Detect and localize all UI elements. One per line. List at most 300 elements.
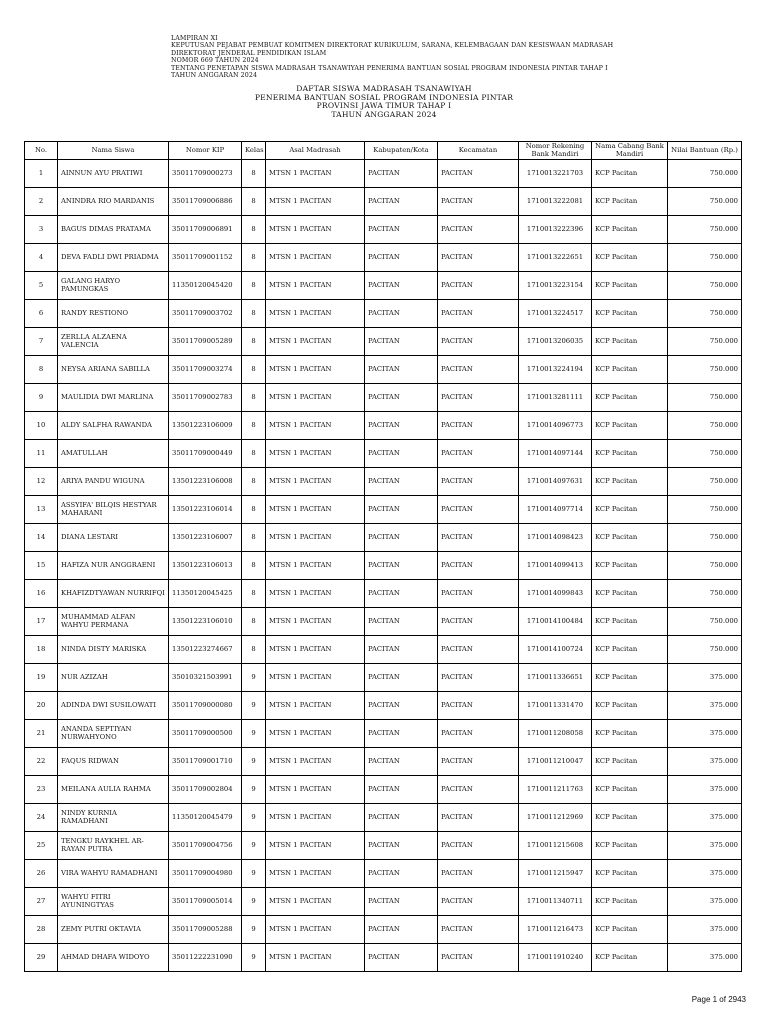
table-row — [25, 496, 742, 524]
header-line: LAMPIRAN XI — [171, 35, 218, 42]
column-header: Nama Cabang Bank Mandiri — [592, 142, 668, 160]
cell-district: PACITAN — [438, 244, 519, 272]
cell-regency: PACITAN — [365, 412, 438, 440]
cell-district: PACITAN — [438, 412, 519, 440]
cell-account-number: 1710013222081 — [519, 188, 592, 216]
cell-class: 9 — [242, 664, 266, 692]
cell-madrasah: MTSN 1 PACITAN — [266, 692, 365, 720]
cell-row-number: 15 — [25, 552, 58, 580]
cell-bank-branch: KCP Pacitan — [592, 888, 668, 916]
cell-kip-number: 13501223274667 — [169, 636, 242, 664]
cell-row-number: 24 — [25, 804, 58, 832]
cell-class: 9 — [242, 916, 266, 944]
cell-bank-branch: KCP Pacitan — [592, 916, 668, 944]
cell-regency: PACITAN — [365, 188, 438, 216]
cell-row-number: 25 — [25, 832, 58, 860]
cell-class: 9 — [242, 944, 266, 972]
cell-bank-branch: KCP Pacitan — [592, 412, 668, 440]
cell-row-number: 23 — [25, 776, 58, 804]
cell-class: 9 — [242, 860, 266, 888]
cell-account-number: 1710014099413 — [519, 552, 592, 580]
cell-aid-amount: 750.000 — [668, 328, 742, 356]
cell-kip-number: 35011709005289 — [169, 328, 242, 356]
cell-regency: PACITAN — [365, 216, 438, 244]
cell-bank-branch: KCP Pacitan — [592, 832, 668, 860]
table-row — [25, 804, 742, 832]
cell-aid-amount: 750.000 — [668, 188, 742, 216]
cell-class: 9 — [242, 692, 266, 720]
cell-regency: PACITAN — [365, 328, 438, 356]
document-header — [171, 35, 613, 79]
cell-kip-number: 35011709003274 — [169, 356, 242, 384]
cell-student-name: ZERLLA ALZAENA VALENCIA — [58, 328, 169, 356]
cell-aid-amount: 750.000 — [668, 244, 742, 272]
cell-class: 8 — [242, 244, 266, 272]
cell-madrasah: MTSN 1 PACITAN — [266, 720, 365, 748]
cell-student-name: ASSYIFA' BILQIS HESTYAR MAHARANI — [58, 496, 169, 524]
cell-account-number: 1710014096773 — [519, 412, 592, 440]
cell-row-number: 1 — [25, 160, 58, 188]
cell-aid-amount: 750.000 — [668, 412, 742, 440]
cell-kip-number: 11350120045425 — [169, 580, 242, 608]
cell-account-number: 1710014097144 — [519, 440, 592, 468]
cell-district: PACITAN — [438, 692, 519, 720]
cell-aid-amount: 375.000 — [668, 888, 742, 916]
cell-class: 9 — [242, 776, 266, 804]
cell-district: PACITAN — [438, 944, 519, 972]
cell-account-number: 1710014097631 — [519, 468, 592, 496]
cell-kip-number: 35011709005288 — [169, 916, 242, 944]
table-row — [25, 832, 742, 860]
cell-regency: PACITAN — [365, 300, 438, 328]
cell-row-number: 26 — [25, 860, 58, 888]
cell-regency: PACITAN — [365, 692, 438, 720]
cell-madrasah: MTSN 1 PACITAN — [266, 860, 365, 888]
cell-madrasah: MTSN 1 PACITAN — [266, 356, 365, 384]
cell-account-number: 1710014097714 — [519, 496, 592, 524]
cell-district: PACITAN — [438, 748, 519, 776]
cell-student-name: ANANDA SEPTIYAN NURWAHYONO — [58, 720, 169, 748]
cell-madrasah: MTSN 1 PACITAN — [266, 944, 365, 972]
cell-aid-amount: 375.000 — [668, 692, 742, 720]
cell-kip-number: 35011709006886 — [169, 188, 242, 216]
cell-kip-number: 35011709000500 — [169, 720, 242, 748]
cell-bank-branch: KCP Pacitan — [592, 328, 668, 356]
cell-aid-amount: 375.000 — [668, 804, 742, 832]
cell-bank-branch: KCP Pacitan — [592, 608, 668, 636]
cell-account-number: 1710011340711 — [519, 888, 592, 916]
cell-district: PACITAN — [438, 720, 519, 748]
cell-class: 8 — [242, 636, 266, 664]
cell-row-number: 8 — [25, 356, 58, 384]
cell-madrasah: MTSN 1 PACITAN — [266, 748, 365, 776]
cell-aid-amount: 750.000 — [668, 524, 742, 552]
cell-bank-branch: KCP Pacitan — [592, 748, 668, 776]
cell-student-name: ADINDA DWI SUSILOWATI — [58, 692, 169, 720]
column-header: Asal Madrasah — [266, 142, 365, 160]
cell-account-number: 1710013224517 — [519, 300, 592, 328]
cell-kip-number: 35010321503991 — [169, 664, 242, 692]
cell-regency: PACITAN — [365, 608, 438, 636]
cell-kip-number: 13501223106009 — [169, 412, 242, 440]
cell-student-name: AHMAD DHAFA WIDOYO — [58, 944, 169, 972]
table-row — [25, 160, 742, 188]
cell-kip-number: 13501223106008 — [169, 468, 242, 496]
cell-row-number: 9 — [25, 384, 58, 412]
cell-student-name: VIRA WAHYU RAMADHANI — [58, 860, 169, 888]
cell-class: 8 — [242, 272, 266, 300]
cell-class: 8 — [242, 468, 266, 496]
cell-regency: PACITAN — [365, 384, 438, 412]
cell-account-number: 1710011336651 — [519, 664, 592, 692]
cell-bank-branch: KCP Pacitan — [592, 580, 668, 608]
table-row — [25, 636, 742, 664]
cell-regency: PACITAN — [365, 244, 438, 272]
cell-bank-branch: KCP Pacitan — [592, 272, 668, 300]
cell-row-number: 18 — [25, 636, 58, 664]
table-row — [25, 384, 742, 412]
cell-student-name: GALANG HARYO PAMUNGKAS — [58, 272, 169, 300]
cell-madrasah: MTSN 1 PACITAN — [266, 580, 365, 608]
cell-regency: PACITAN — [365, 776, 438, 804]
cell-madrasah: MTSN 1 PACITAN — [266, 440, 365, 468]
cell-account-number: 1710011212969 — [519, 804, 592, 832]
cell-class: 9 — [242, 832, 266, 860]
cell-kip-number: 13501223106007 — [169, 524, 242, 552]
cell-madrasah: MTSN 1 PACITAN — [266, 776, 365, 804]
cell-student-name: TENGKU RAYKHEL AR-RAYAN PUTRA — [58, 832, 169, 860]
table-row — [25, 468, 742, 496]
cell-student-name: ARIYA PANDU WIGUNA — [58, 468, 169, 496]
cell-madrasah: MTSN 1 PACITAN — [266, 244, 365, 272]
cell-aid-amount: 750.000 — [668, 580, 742, 608]
table-row — [25, 552, 742, 580]
cell-bank-branch: KCP Pacitan — [592, 440, 668, 468]
cell-row-number: 11 — [25, 440, 58, 468]
cell-row-number: 10 — [25, 412, 58, 440]
cell-madrasah: MTSN 1 PACITAN — [266, 664, 365, 692]
cell-kip-number: 35011709004980 — [169, 860, 242, 888]
cell-bank-branch: KCP Pacitan — [592, 804, 668, 832]
table-row — [25, 944, 742, 972]
cell-student-name: MAULIDIA DWI MARLINA — [58, 384, 169, 412]
cell-student-name: BAGUS DIMAS PRATAMA — [58, 216, 169, 244]
cell-district: PACITAN — [438, 776, 519, 804]
cell-class: 8 — [242, 552, 266, 580]
column-header: Nomor KIP — [169, 142, 242, 160]
cell-row-number: 7 — [25, 328, 58, 356]
cell-aid-amount: 750.000 — [668, 356, 742, 384]
cell-row-number: 17 — [25, 608, 58, 636]
cell-aid-amount: 375.000 — [668, 916, 742, 944]
cell-account-number: 1710013222396 — [519, 216, 592, 244]
cell-account-number: 1710014100724 — [519, 636, 592, 664]
cell-madrasah: MTSN 1 PACITAN — [266, 832, 365, 860]
cell-regency: PACITAN — [365, 664, 438, 692]
cell-class: 8 — [242, 524, 266, 552]
cell-bank-branch: KCP Pacitan — [592, 216, 668, 244]
cell-district: PACITAN — [438, 188, 519, 216]
cell-madrasah: MTSN 1 PACITAN — [266, 608, 365, 636]
cell-regency: PACITAN — [365, 468, 438, 496]
cell-row-number: 16 — [25, 580, 58, 608]
cell-madrasah: MTSN 1 PACITAN — [266, 216, 365, 244]
cell-account-number: 1710014100484 — [519, 608, 592, 636]
cell-district: PACITAN — [438, 832, 519, 860]
cell-regency: PACITAN — [365, 944, 438, 972]
cell-class: 8 — [242, 496, 266, 524]
table-row — [25, 608, 742, 636]
cell-aid-amount: 750.000 — [668, 468, 742, 496]
cell-district: PACITAN — [438, 160, 519, 188]
cell-district: PACITAN — [438, 356, 519, 384]
cell-kip-number: 11350120045479 — [169, 804, 242, 832]
table-header-row — [25, 142, 742, 160]
cell-regency: PACITAN — [365, 860, 438, 888]
cell-district: PACITAN — [438, 300, 519, 328]
cell-madrasah: MTSN 1 PACITAN — [266, 272, 365, 300]
cell-bank-branch: KCP Pacitan — [592, 524, 668, 552]
cell-kip-number: 35011222231090 — [169, 944, 242, 972]
cell-account-number: 1710013222651 — [519, 244, 592, 272]
cell-class: 8 — [242, 216, 266, 244]
cell-aid-amount: 750.000 — [668, 552, 742, 580]
column-header: No. — [25, 142, 58, 160]
cell-district: PACITAN — [438, 916, 519, 944]
cell-class: 9 — [242, 748, 266, 776]
cell-class: 9 — [242, 888, 266, 916]
cell-account-number: 1710011215947 — [519, 860, 592, 888]
column-header: Kelas — [242, 142, 266, 160]
cell-row-number: 6 — [25, 300, 58, 328]
cell-account-number: 1710013281111 — [519, 384, 592, 412]
cell-student-name: ANINDRA RIO MARDANIS — [58, 188, 169, 216]
table-body — [25, 160, 742, 972]
cell-student-name: NUR AZIZAH — [58, 664, 169, 692]
cell-kip-number: 35011709005014 — [169, 888, 242, 916]
cell-class: 8 — [242, 580, 266, 608]
cell-student-name: FAQUS RIDWAN — [58, 748, 169, 776]
cell-bank-branch: KCP Pacitan — [592, 300, 668, 328]
header-line: TAHUN ANGGARAN 2024 — [171, 72, 258, 80]
cell-regency: PACITAN — [365, 524, 438, 552]
cell-bank-branch: KCP Pacitan — [592, 944, 668, 972]
cell-madrasah: MTSN 1 PACITAN — [266, 496, 365, 524]
table-row — [25, 188, 742, 216]
title-line: TAHUN ANGGARAN 2024 — [331, 109, 437, 119]
cell-kip-number: 13501223106014 — [169, 496, 242, 524]
cell-district: PACITAN — [438, 664, 519, 692]
table-row — [25, 580, 742, 608]
cell-account-number: 1710011215608 — [519, 832, 592, 860]
column-header: Kabupaten/Kota — [365, 142, 438, 160]
cell-district: PACITAN — [438, 384, 519, 412]
cell-bank-branch: KCP Pacitan — [592, 636, 668, 664]
cell-kip-number: 35011709002783 — [169, 384, 242, 412]
cell-regency: PACITAN — [365, 440, 438, 468]
cell-regency: PACITAN — [365, 496, 438, 524]
cell-bank-branch: KCP Pacitan — [592, 188, 668, 216]
cell-student-name: ZEMY PUTRI OKTAVIA — [58, 916, 169, 944]
cell-madrasah: MTSN 1 PACITAN — [266, 636, 365, 664]
column-header: Kecamatan — [438, 142, 519, 160]
table-row — [25, 216, 742, 244]
table-row — [25, 888, 742, 916]
cell-student-name: DEVA FADLI DWI PRIADMA — [58, 244, 169, 272]
cell-madrasah: MTSN 1 PACITAN — [266, 328, 365, 356]
cell-row-number: 28 — [25, 916, 58, 944]
header-line: NOMOR 669 TAHUN 2024 — [171, 57, 259, 65]
cell-bank-branch: KCP Pacitan — [592, 160, 668, 188]
cell-kip-number: 35011709001152 — [169, 244, 242, 272]
cell-bank-branch: KCP Pacitan — [592, 692, 668, 720]
table-row — [25, 692, 742, 720]
title-line: PENERIMA BANTUAN SOSIAL PROGRAM INDONESIA PINTAR — [254, 92, 514, 102]
cell-row-number: 22 — [25, 748, 58, 776]
cell-aid-amount: 750.000 — [668, 300, 742, 328]
cell-district: PACITAN — [438, 496, 519, 524]
cell-kip-number: 35011709006891 — [169, 216, 242, 244]
cell-kip-number: 35011709004756 — [169, 832, 242, 860]
cell-bank-branch: KCP Pacitan — [592, 720, 668, 748]
cell-aid-amount: 750.000 — [668, 636, 742, 664]
cell-class: 8 — [242, 160, 266, 188]
cell-student-name: RANDY RESTIONO — [58, 300, 169, 328]
cell-bank-branch: KCP Pacitan — [592, 496, 668, 524]
cell-student-name: MEILANA AULIA RAHMA — [58, 776, 169, 804]
cell-aid-amount: 750.000 — [668, 272, 742, 300]
cell-account-number: 1710014099843 — [519, 580, 592, 608]
cell-class: 8 — [242, 440, 266, 468]
cell-aid-amount: 750.000 — [668, 384, 742, 412]
cell-district: PACITAN — [438, 524, 519, 552]
cell-district: PACITAN — [438, 552, 519, 580]
cell-account-number: 1710011211763 — [519, 776, 592, 804]
cell-regency: PACITAN — [365, 888, 438, 916]
cell-account-number: 1710013224194 — [519, 356, 592, 384]
cell-class: 9 — [242, 804, 266, 832]
cell-regency: PACITAN — [365, 720, 438, 748]
cell-class: 8 — [242, 608, 266, 636]
header-line: DIREKTORAT JENDERAL PENDIDIKAN ISLAM — [171, 49, 327, 57]
cell-student-name: AMATULLAH — [58, 440, 169, 468]
cell-bank-branch: KCP Pacitan — [592, 356, 668, 384]
table-row — [25, 860, 742, 888]
cell-kip-number: 35011709002804 — [169, 776, 242, 804]
table-row — [25, 720, 742, 748]
cell-kip-number: 13501223106013 — [169, 552, 242, 580]
cell-kip-number: 13501223106010 — [169, 608, 242, 636]
column-header: Nama Siswa — [58, 142, 169, 160]
cell-district: PACITAN — [438, 216, 519, 244]
cell-kip-number: 35011709001710 — [169, 748, 242, 776]
cell-row-number: 20 — [25, 692, 58, 720]
cell-madrasah: MTSN 1 PACITAN — [266, 552, 365, 580]
cell-aid-amount: 750.000 — [668, 216, 742, 244]
table-row — [25, 776, 742, 804]
cell-regency: PACITAN — [365, 552, 438, 580]
cell-account-number: 1710013206035 — [519, 328, 592, 356]
cell-regency: PACITAN — [365, 356, 438, 384]
cell-aid-amount: 375.000 — [668, 776, 742, 804]
cell-account-number: 1710013223154 — [519, 272, 592, 300]
cell-madrasah: MTSN 1 PACITAN — [266, 300, 365, 328]
table-row — [25, 748, 742, 776]
cell-student-name: ALDY SALFHA RAWANDA — [58, 412, 169, 440]
cell-bank-branch: KCP Pacitan — [592, 468, 668, 496]
cell-aid-amount: 375.000 — [668, 748, 742, 776]
cell-bank-branch: KCP Pacitan — [592, 244, 668, 272]
cell-madrasah: MTSN 1 PACITAN — [266, 412, 365, 440]
cell-class: 9 — [242, 720, 266, 748]
document-titles — [0, 85, 768, 119]
cell-student-name: WAHYU FITRI AYUNINGTYAS — [58, 888, 169, 916]
header-line: KEPUTUSAN PEJABAT PEMBUAT KOMITMEN DIREKTORAT KURIKULUM, SARANA, KELEMBAGAAN DAN KESISWAAN MADRASAH — [171, 42, 614, 50]
cell-aid-amount: 375.000 — [668, 944, 742, 972]
cell-district: PACITAN — [438, 468, 519, 496]
cell-aid-amount: 750.000 — [668, 160, 742, 188]
cell-district: PACITAN — [438, 888, 519, 916]
table-row — [25, 412, 742, 440]
cell-madrasah: MTSN 1 PACITAN — [266, 188, 365, 216]
cell-regency: PACITAN — [365, 832, 438, 860]
cell-regency: PACITAN — [365, 580, 438, 608]
page-number: Page 1 of 2943 — [691, 995, 746, 1004]
column-header: Nomor Rekening Bank Mandiri — [519, 142, 592, 160]
column-header: Nilai Bantuan (Rp.) — [668, 142, 742, 160]
cell-madrasah: MTSN 1 PACITAN — [266, 384, 365, 412]
cell-account-number: 1710013221703 — [519, 160, 592, 188]
cell-kip-number: 35011709000273 — [169, 160, 242, 188]
cell-madrasah: MTSN 1 PACITAN — [266, 468, 365, 496]
cell-row-number: 4 — [25, 244, 58, 272]
cell-aid-amount: 375.000 — [668, 832, 742, 860]
table-row — [25, 272, 742, 300]
cell-class: 8 — [242, 356, 266, 384]
cell-regency: PACITAN — [365, 748, 438, 776]
cell-district: PACITAN — [438, 608, 519, 636]
cell-row-number: 21 — [25, 720, 58, 748]
cell-class: 8 — [242, 328, 266, 356]
cell-madrasah: MTSN 1 PACITAN — [266, 888, 365, 916]
cell-aid-amount: 750.000 — [668, 496, 742, 524]
cell-bank-branch: KCP Pacitan — [592, 384, 668, 412]
cell-account-number: 1710011331470 — [519, 692, 592, 720]
table-row — [25, 440, 742, 468]
cell-student-name: NEYSA ARIANA SABILLA — [58, 356, 169, 384]
cell-bank-branch: KCP Pacitan — [592, 552, 668, 580]
cell-row-number: 29 — [25, 944, 58, 972]
cell-kip-number: 35011709003702 — [169, 300, 242, 328]
cell-district: PACITAN — [438, 440, 519, 468]
header-line: TENTANG PENETAPAN SISWA MADRASAH TSANAWIYAH PENERIMA BANTUAN SOSIAL PROGRAM INDONESIA PINTAR TAHAP I — [171, 64, 608, 72]
cell-kip-number: 11350120045420 — [169, 272, 242, 300]
table-row — [25, 356, 742, 384]
cell-madrasah: MTSN 1 PACITAN — [266, 804, 365, 832]
table-row — [25, 300, 742, 328]
cell-row-number: 5 — [25, 272, 58, 300]
cell-regency: PACITAN — [365, 804, 438, 832]
cell-student-name: KHAFIZDTYAWAN NURRIFQI — [58, 580, 169, 608]
cell-kip-number: 35011709000449 — [169, 440, 242, 468]
cell-district: PACITAN — [438, 804, 519, 832]
cell-aid-amount: 375.000 — [668, 860, 742, 888]
cell-student-name: DIANA LESTARI — [58, 524, 169, 552]
cell-student-name: AINNUN AYU PRATIWI — [58, 160, 169, 188]
cell-district: PACITAN — [438, 636, 519, 664]
table-row — [25, 244, 742, 272]
cell-bank-branch: KCP Pacitan — [592, 860, 668, 888]
